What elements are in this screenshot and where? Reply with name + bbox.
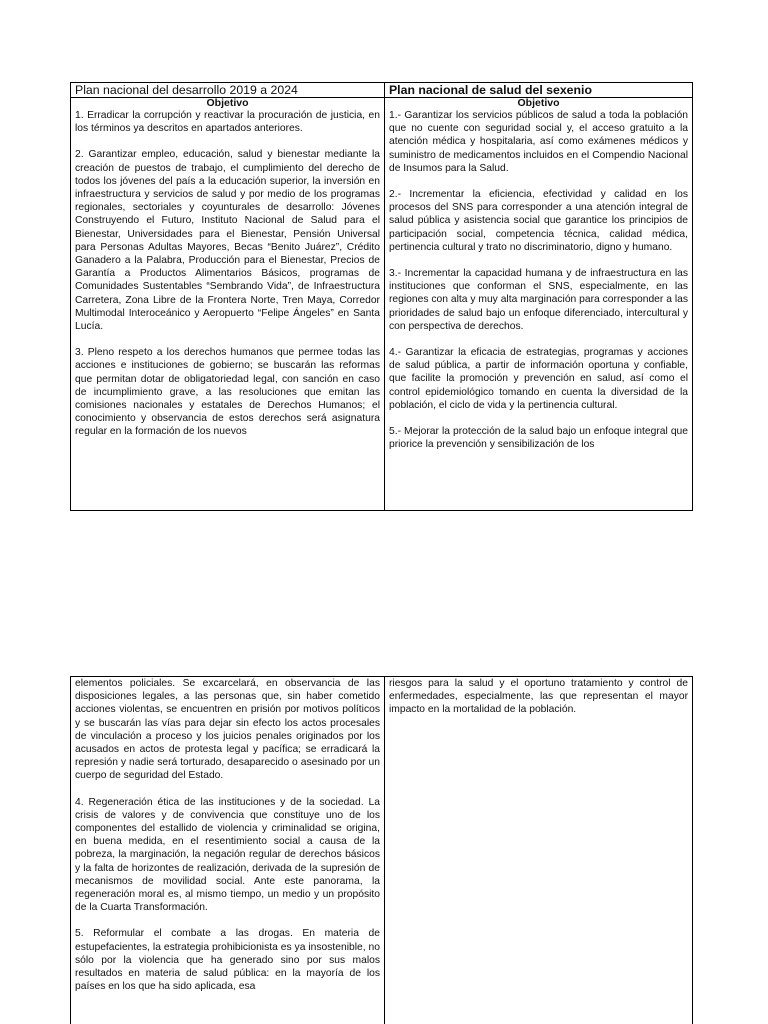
comparison-table-part-2 xyxy=(70,676,693,1024)
right-column-body-continued xyxy=(385,677,692,717)
right-paragraph: riesgos para la salud y el oportuno tratamiento y control de enfermedades, especialmente, las que representan el mayor impacto en la mortalidad de la población. xyxy=(388,678,688,716)
left-paragraph: 1. Erradicar la corrupción y reactivar la procuración de justicia, en los términos ya descritos en apartados anteriores. xyxy=(75,110,380,135)
left-column-subheader: Objetivo xyxy=(206,97,249,109)
left-column-header: Plan nacional del desarrollo 2019 a 2024 xyxy=(71,83,384,98)
left-paragraph: 5. Reformular el combate a las drogas. En materia de estupefacientes, la estrategia prohibicionista es ya insostenible, no sólo por la violencia que ha generado sino por sus malos resultados en materia de salud pública: en la mayoría de los países en los que ha sido aplicada, esa xyxy=(75,928,380,993)
right-column-header: Plan nacional de salud del sexenio xyxy=(385,83,692,98)
right-column-subheader: Objetivo xyxy=(517,97,560,109)
right-paragraph: 2.- Incrementar la eficiencia, efectividad y calidad en los procesos del SNS para corresponder a una atención integral de salud pública y asistencia social que garantice los principios de participación social, competencia técnica, calidad médica, pertinencia cultural y trato no discriminatorio, digno y humano. xyxy=(388,189,688,253)
left-paragraph: 3. Pleno respeto a los derechos humanos que permee todas las acciones e instituciones de gobierno; se buscarán las reformas que permitan dotar de obligatoriedad legal, con sanción en caso de incumplimiento grave, a las resoluciones que emitan las comisiones nacionales y estatales de Derechos Humanos; el conocimiento y observancia de estos derechos será asignatura regular en la formación de los nuevos xyxy=(75,347,380,438)
left-column xyxy=(71,83,385,510)
left-paragraph: 4. Regeneración ética de las instituciones y de la sociedad. La crisis de valores y de convivencia que constituye uno de los componentes del estallido de violencia y criminalidad se origina, en buena medida, en el resentimiento social a causa de la pobreza, la marginación, la negación regular de derechos básicos y la falta de horizontes de realización, derivada de la supresión de mecanismos de movilidad social. Ante este panorama, la regeneración moral es, al mismo tiempo, un medio y un propósito de la Cuarta Transformación. xyxy=(75,796,380,914)
left-paragraph: 2. Garantizar empleo, educación, salud y bienestar mediante la creación de puestos de trabajo, el cumplimiento del derecho de todos los jóvenes del país a la educación superior, la inversión en infraestructura y servicios de salud y por medio de los programas regionales, sectoriales y coyunturales de desarrollo: Jóvenes Construyendo el Futuro, Instituto Nacional de Salud para el Bienestar, Universidades para el Bienestar, Pensión Universal para Personas Adultas Mayores, Becas “Benito Juárez”, Crédito Ganadero a la Palabra, Producción para el Bienestar, Precios de Garantía a Productos Alimentarios Básicos, programas de Comunidades Sustentables “Sembrando Vida”, de Infraestructura Carretera, Zona Libre de la Frontera Norte, Tren Maya, Corredor Multimodal Interoceánico y Aeropuerto “Felipe Ángeles” en Santa Lucía. xyxy=(75,149,380,333)
right-paragraph: 1.- Garantizar los servicios públicos de salud a toda la población que no cuente con seguridad social y, el acceso gratuito a la atención médica y hospitalaria, así como exámenes médicos y suministro de medicamentos incluidos en el Compendio Nacional de Insumos para la Salud. xyxy=(388,110,688,174)
right-paragraph: 4.- Garantizar la eficacia de estrategias, programas y acciones de salud pública, a partir de información oportuna y confiable, que facilite la promoción y prevención en salud, así como el control epidemiológico tomando en cuenta la diversidad de la población, el ciclo de vida y la pertinencia cultural. xyxy=(388,347,688,411)
right-paragraph: 5.- Mejorar la protección de la salud bajo un enfoque integral que priorice la prevención y sensibilización de los xyxy=(388,426,688,451)
right-column-body xyxy=(385,109,692,451)
right-column xyxy=(385,83,692,510)
left-column-body xyxy=(71,109,384,439)
right-paragraph: 3.- Incrementar la capacidad humana y de infraestructura en las instituciones que conforman el SNS, especialmente, en las regiones con alta y muy alta marginación para corresponder a las prioridades de salud bajo un enfoque diferenciado, intercultural y con perspectiva de derechos. xyxy=(388,268,688,332)
left-paragraph: elementos policiales. Se excarcelará, en observancia de las disposiciones legales, a las personas que, sin haber cometido acciones violentas, se encuentren en prisión por motivos políticos y se buscarán las vías para dejar sin efecto los actos procesales de vinculación a proceso y los juicios penales originados por los acusados en actos de protesta legal y pacífica; se erradicará la represión y nadie será torturado, desaparecido o asesinado por un cuerpo de seguridad del Estado. xyxy=(75,678,380,782)
right-column-continued xyxy=(385,677,692,1024)
left-column-body-continued xyxy=(71,677,384,993)
left-column-continued xyxy=(71,677,385,1024)
comparison-table-part-1 xyxy=(70,82,693,511)
